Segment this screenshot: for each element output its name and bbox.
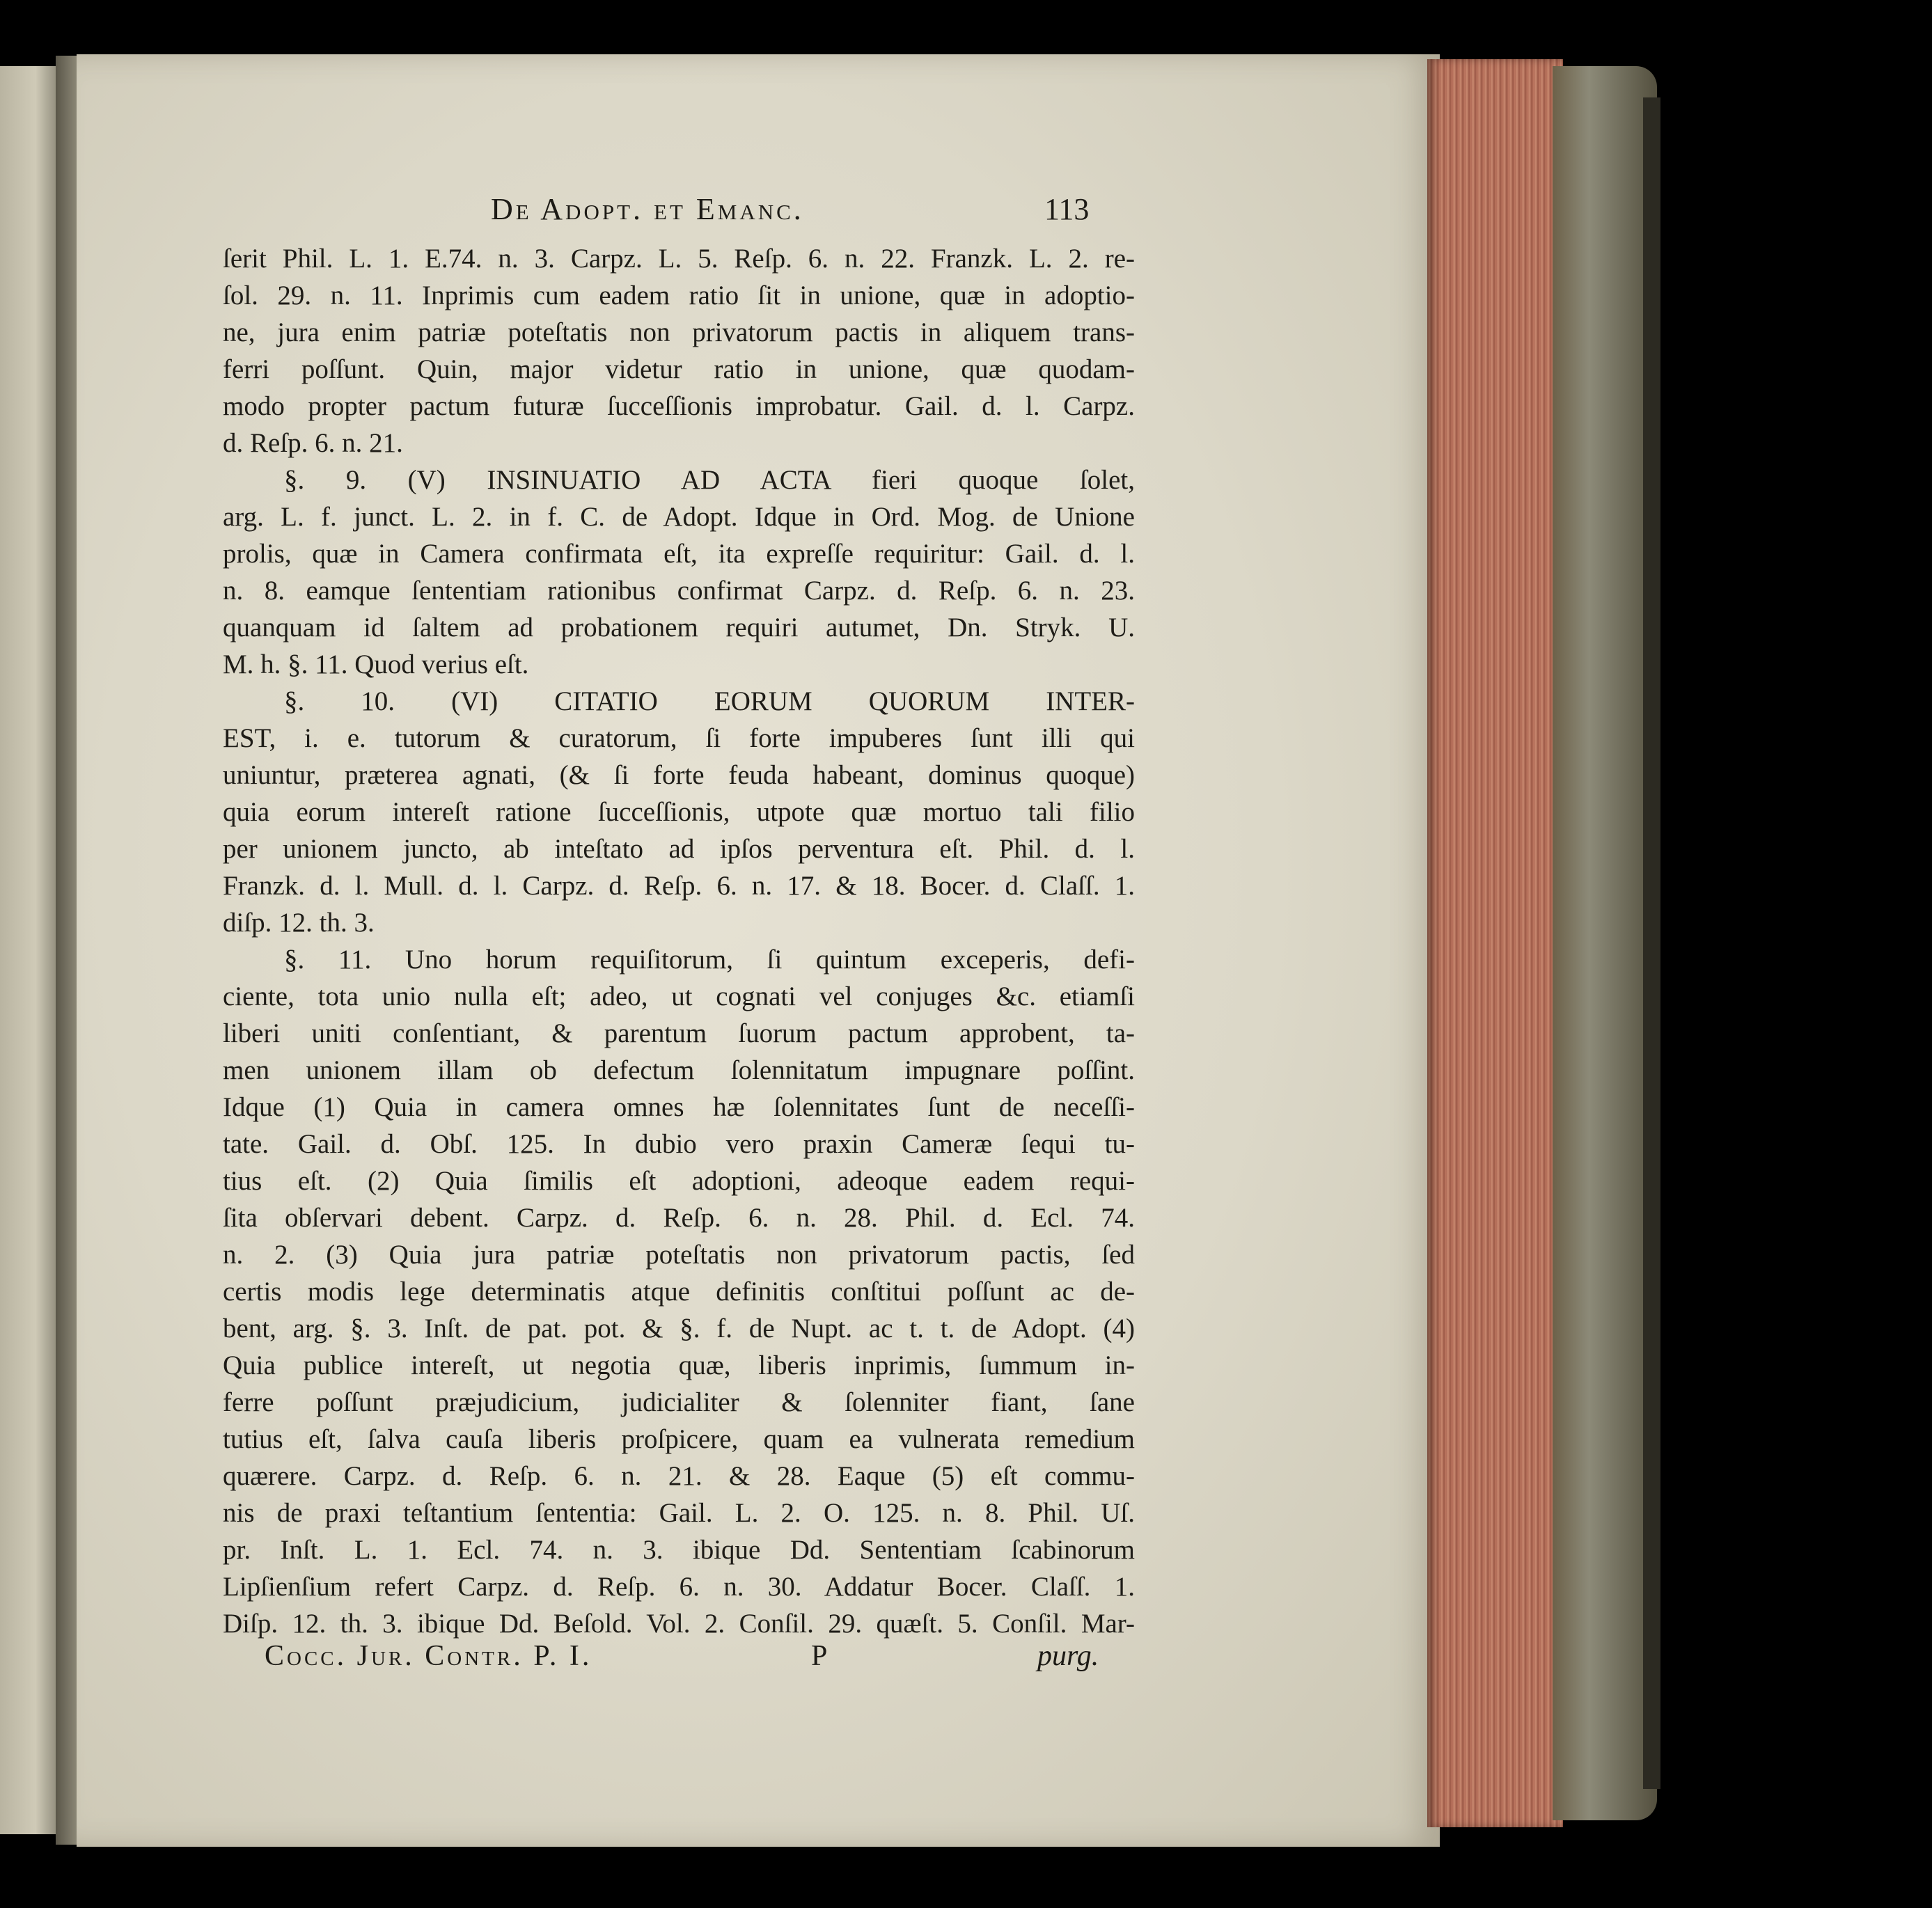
text-line: n. 8. eamque ſententiam rationibus confirmat Carpz. d. Reſp. 6. n. 23. (223, 576, 1135, 606)
section-heading-line: §. 11. Uno horum requiſitorum, ſi quintum exceperis, defi- (284, 945, 1135, 975)
text-line: ciente, tota unio nulla eſt; adeo, ut cognati vel conjuges &c. etiamſi (223, 981, 1135, 1011)
text-line: Lipſienſium refert Carpz. d. Reſp. 6. n. 30. Addatur Bocer. Claſſ. 1. (223, 1572, 1135, 1602)
text-line: uniuntur, præterea agnati, (& ſi forte feuda habeant, dominus quoque) (223, 760, 1135, 790)
text-line: Quia publice intereſt, ut negotia quæ, liberis inprimis, ſummum in- (223, 1350, 1135, 1380)
text-line: M. h. §. 11. Quod verius eſt. (223, 649, 529, 679)
text-line: nis de praxi teſtantium ſententia: Gail. L. 2. O. 125. n. 8. Phil. Uſ. (223, 1498, 1135, 1528)
text-line: bent, arg. §. 3. Inſt. de pat. pot. & §. f. de Nupt. ac t. t. de Adopt. (4) (223, 1314, 1135, 1343)
text-line: ſerit Phil. L. 1. E.74. n. 3. Carpz. L. 5. Reſp. 6. n. 22. Franzk. L. 2. re- (223, 244, 1135, 274)
text-line: prolis, quæ in Camera confirmata eſt, ita expreſſe requiritur: Gail. d. l. (223, 539, 1135, 569)
section-heading-line: §. 10. (VI) CITATIO EORUM QUORUM INTER- (284, 686, 1135, 716)
text-line: quia eorum intereſt ratione ſucceſſionis, utpote quæ mortuo tali filio (223, 797, 1135, 827)
text-line: men unionem illam ob defectum ſolennitatum impugnare poſſint. (223, 1055, 1135, 1085)
section-heading-line: §. 9. (V) INSINUATIO AD ACTA fieri quoque ſolet, (284, 465, 1135, 495)
signature-line: Cocc. Jur. Contr. P. I. (265, 1640, 592, 1672)
text-line: tutius eſt, ſalva cauſa liberis proſpicere, quam ea vulnerata remedium (223, 1424, 1135, 1454)
text-line: pr. Inſt. L. 1. Ecl. 74. n. 3. ibique Dd. Sententiam ſcabinorum (223, 1535, 1135, 1565)
page-number: 113 (1044, 192, 1090, 226)
text-line: quærere. Carpz. d. Reſp. 6. n. 21. & 28. Eaque (5) eſt commu- (223, 1461, 1135, 1491)
text-line: ſol. 29. n. 11. Inprimis cum eadem ratio ſit in unione, quæ in adoptio- (223, 281, 1135, 310)
text-line: certis modis lege determinatis atque definitis conſtitui poſſunt ac de- (223, 1277, 1135, 1307)
text-line: ferre poſſunt præjudicium, judicialiter & ſolenniter fiant, ſane (223, 1387, 1135, 1417)
text-line: Franzk. d. l. Mull. d. l. Carpz. d. Reſp. 6. n. 17. & 18. Bocer. d. Claſſ. 1. (223, 871, 1135, 901)
facing-page-edge (0, 66, 59, 1834)
text-line: n. 2. (3) Quia jura patriæ poteſtatis non privatorum pactis, ſed (223, 1240, 1135, 1270)
text-line: ſita obſervari debent. Carpz. d. Reſp. 6. n. 28. Phil. d. Ecl. 74. (223, 1203, 1135, 1233)
text-line: arg. L. f. junct. L. 2. in f. C. de Adopt. Idque in Ord. Mog. de Unione (223, 502, 1135, 532)
text-line: modo propter pactum futuræ ſucceſſionis improbatur. Gail. d. l. Carpz. (223, 391, 1135, 421)
body-text (223, 240, 1135, 1642)
fore-edge (1427, 59, 1563, 1827)
text-line: liberi uniti conſentiant, & parentum ſuorum pactum approbent, ta- (223, 1018, 1135, 1048)
text-line: tate. Gail. d. Obſ. 125. In dubio vero praxin Cameræ ſequi tu- (223, 1129, 1135, 1159)
text-line: per unionem juncto, ab inteſtato ad ipſos perventura eſt. Phil. d. l. (223, 834, 1135, 864)
text-line: diſp. 12. th. 3. (223, 908, 375, 938)
text-line: quanquam id ſaltem ad probationem requiri autumet, Dn. Stryk. U. (223, 613, 1135, 642)
text-line: ferri poſſunt. Quin, major videtur ratio in unione, quæ quodam- (223, 354, 1135, 384)
running-head: De Adopt. et Emanc. (491, 192, 804, 226)
text-line: Idque (1) Quia in camera omnes hæ ſolennitates ſunt de neceſſi- (223, 1092, 1135, 1122)
binding-edge (1643, 97, 1660, 1789)
text-line: Diſp. 12. th. 3. ibique Dd. Beſold. Vol. 2. Conſil. 29. quæſt. 5. Conſil. Mar- (223, 1609, 1135, 1639)
signature-mark: P (811, 1640, 828, 1672)
text-line: tius eſt. (2) Quia ſimilis eſt adoptioni, adeoque eadem requi- (223, 1166, 1135, 1196)
text-line: EST, i. e. tutorum & curatorum, ſi forte impuberes ſunt illi qui (223, 723, 1135, 753)
text-line: d. Reſp. 6. n. 21. (223, 428, 403, 458)
binding-board (1553, 66, 1657, 1820)
catchword: purg. (1037, 1640, 1099, 1672)
text-line: ne, jura enim patriæ poteſtatis non privatorum pactis in aliquem trans- (223, 317, 1135, 347)
